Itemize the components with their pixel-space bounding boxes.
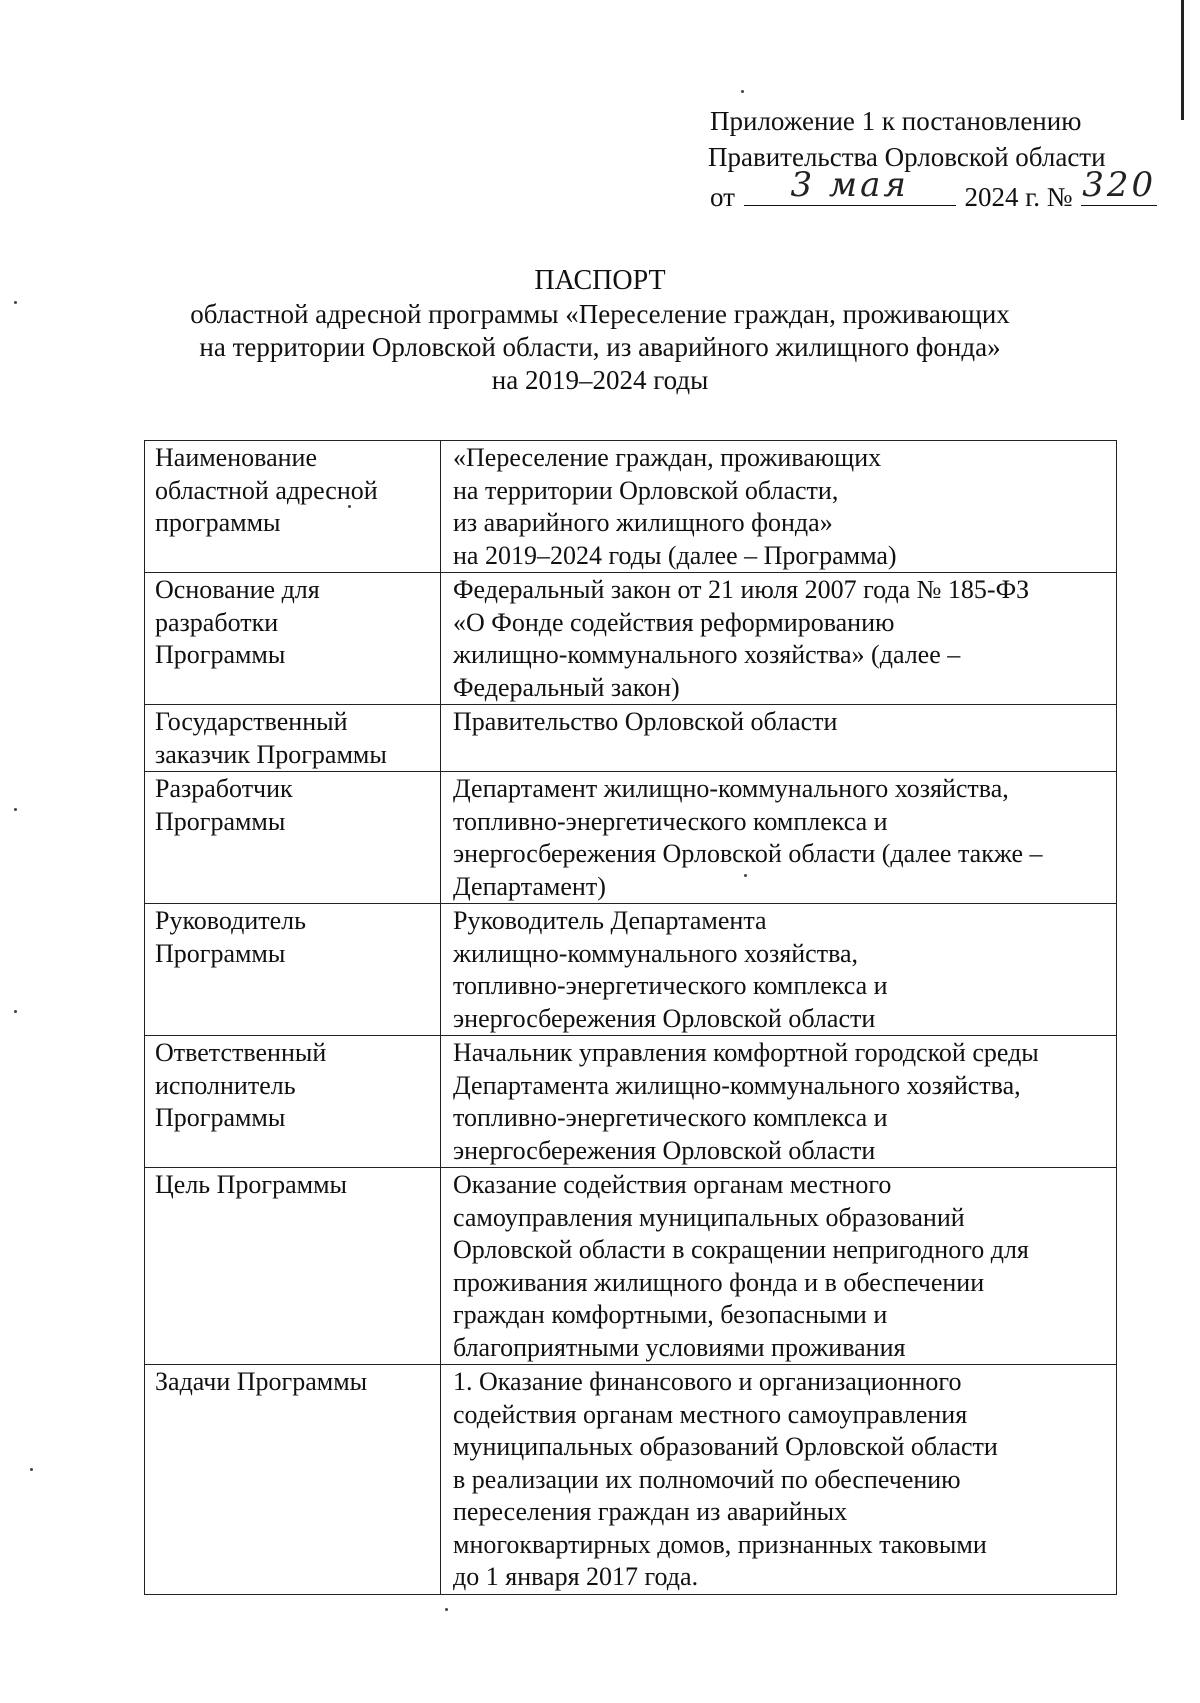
row-value-line: переселения граждан из аварийных bbox=[453, 1497, 848, 1526]
row-value-line: многоквартирных домов, признанных таковыми bbox=[453, 1529, 987, 1559]
row-value-line: Департамента жилищно-коммунального хозяйства, bbox=[453, 1070, 1021, 1100]
row-label-line: Программы bbox=[155, 640, 286, 669]
appendix-line-1: Приложение 1 к постановлению bbox=[710, 106, 1082, 136]
row-label-cell bbox=[145, 1168, 441, 1365]
year-and-number-label: 2024 г. № bbox=[964, 182, 1073, 212]
row-label-line: исполнитель bbox=[155, 1070, 296, 1100]
scan-speck bbox=[14, 808, 17, 811]
row-label-line: Основание для bbox=[155, 575, 320, 604]
row-value-line: топливно-энергетического комплекса и bbox=[453, 806, 888, 836]
date-prefix: от bbox=[710, 182, 735, 212]
appendix-header bbox=[710, 103, 1159, 215]
row-label-cell bbox=[145, 1036, 441, 1168]
table-row bbox=[145, 573, 1117, 705]
row-value-line: содействия органам местного самоуправления bbox=[453, 1399, 968, 1429]
row-label-line: заказчик Программы bbox=[155, 739, 387, 769]
row-label-line: областной адресной bbox=[155, 475, 378, 505]
row-label-line: программы bbox=[155, 508, 281, 537]
table-row bbox=[145, 1036, 1117, 1168]
row-value-line: проживания жилищного фонда и в обеспечении bbox=[453, 1267, 985, 1297]
title-line-2: на территории Орловской области, из аварийного жилищного фонда» bbox=[199, 332, 1001, 362]
row-label-line: Программы bbox=[155, 806, 286, 836]
table-row bbox=[145, 1168, 1117, 1365]
title-line-1: областной адресной программы «Переселение граждан, проживающих bbox=[190, 299, 1010, 329]
row-value-line: Руководитель Департамента bbox=[453, 906, 767, 935]
row-value-line: на 2019–2024 годы (далее – Программа) bbox=[453, 540, 897, 570]
row-label-line: Программы bbox=[155, 938, 286, 968]
row-value-cell bbox=[441, 1168, 1117, 1365]
row-value-cell bbox=[441, 772, 1117, 904]
row-value-line: самоуправления муниципальных образований bbox=[453, 1202, 965, 1232]
row-value-line: Федеральный закон) bbox=[453, 672, 680, 702]
table-row bbox=[145, 441, 1117, 573]
row-label-cell bbox=[145, 441, 441, 573]
handwritten-date: 3 мая bbox=[790, 165, 909, 205]
title-line-3: на 2019–2024 годы bbox=[491, 365, 709, 395]
row-value-cell bbox=[441, 1036, 1117, 1168]
row-label-line: Руководитель bbox=[155, 906, 306, 935]
row-value-line: жилищно-коммунального хозяйства» (далее – bbox=[453, 640, 961, 669]
row-value-line: граждан комфортными, безопасными и bbox=[453, 1300, 888, 1329]
row-value-cell bbox=[441, 573, 1117, 705]
row-value-line: Орловской области в сокращении непригодного для bbox=[453, 1235, 1029, 1264]
row-value-line: энергосбережения Орловской области bbox=[453, 1003, 876, 1033]
scan-speck bbox=[744, 874, 747, 877]
scan-speck bbox=[14, 301, 17, 304]
row-label-line: разработки bbox=[155, 607, 279, 637]
row-value-line: топливно-энергетического комплекса и bbox=[453, 1103, 888, 1132]
row-label-cell bbox=[145, 904, 441, 1036]
table-row bbox=[145, 772, 1117, 904]
row-value-cell bbox=[441, 1365, 1117, 1595]
row-label-line: Цель Программы bbox=[155, 1170, 348, 1199]
title-heading: ПАСПОРТ bbox=[534, 265, 666, 296]
row-value-line: из аварийного жилищного фонда» bbox=[453, 508, 833, 537]
row-value-line: Начальник управления комфортной городской среды bbox=[453, 1038, 1039, 1067]
handwritten-number: 320 bbox=[1082, 165, 1157, 205]
row-value-cell bbox=[441, 904, 1117, 1036]
row-label-line: Разработчик bbox=[155, 774, 293, 803]
appendix-line-2: Правительства Орловской области bbox=[708, 142, 1106, 172]
row-value-cell bbox=[441, 705, 1117, 772]
scan-speck bbox=[14, 1010, 17, 1013]
row-value-line: энергосбережения Орловской области (далее также – bbox=[453, 839, 1043, 868]
row-value-line: 1. Оказание финансового и организационного bbox=[453, 1367, 962, 1396]
row-value-cell bbox=[441, 441, 1117, 573]
scan-speck bbox=[741, 90, 744, 93]
row-value-line: энергосбережения Орловской области bbox=[453, 1135, 876, 1165]
row-label-cell bbox=[145, 1365, 441, 1595]
row-value-line: Правительство Орловской области bbox=[453, 707, 838, 736]
row-label-line: Ответственный bbox=[155, 1038, 327, 1067]
table-row bbox=[145, 904, 1117, 1036]
row-value-line: жилищно-коммунального хозяйства, bbox=[453, 938, 859, 968]
row-value-line: топливно-энергетического комплекса и bbox=[453, 971, 888, 1000]
scan-edge-mark bbox=[1181, 0, 1184, 120]
row-value-line: муниципальных образований Орловской области bbox=[453, 1432, 998, 1461]
passport-table bbox=[144, 440, 1117, 1595]
table-row bbox=[145, 1365, 1117, 1595]
row-value-line: на территории Орловской области, bbox=[453, 475, 839, 505]
row-label-cell bbox=[145, 573, 441, 705]
row-label-cell bbox=[145, 705, 441, 772]
row-value-line: до 1 января 2017 года. bbox=[453, 1562, 699, 1591]
row-label-line: Программы bbox=[155, 1103, 286, 1132]
row-label-line: Государственный bbox=[155, 707, 348, 736]
row-value-line: Оказание содействия органам местного bbox=[453, 1170, 892, 1199]
scan-speck bbox=[30, 1468, 33, 1471]
resolution-date-line bbox=[710, 165, 1159, 215]
row-value-line: Департамент жилищно-коммунального хозяйства, bbox=[453, 774, 1009, 803]
date-blank bbox=[744, 165, 956, 206]
number-blank bbox=[1081, 165, 1157, 206]
table-row bbox=[145, 705, 1117, 772]
scan-speck bbox=[445, 1608, 448, 1611]
row-label-line: Задачи Программы bbox=[155, 1367, 368, 1396]
document-title bbox=[0, 264, 1200, 397]
row-label-line: Наименование bbox=[155, 443, 317, 472]
row-value-line: Департамент) bbox=[453, 871, 606, 901]
scan-speck bbox=[348, 505, 351, 508]
row-label-cell bbox=[145, 772, 441, 904]
row-value-line: в реализации их полномочий по обеспечению bbox=[453, 1464, 961, 1494]
row-value-line: благоприятными условиями проживания bbox=[453, 1332, 906, 1362]
row-value-line: «О Фонде содействия реформированию bbox=[453, 607, 895, 637]
row-value-line: «Переселение граждан, проживающих bbox=[453, 443, 882, 472]
row-value-line: Федеральный закон от 21 июля 2007 года № 185-ФЗ bbox=[453, 575, 1030, 604]
